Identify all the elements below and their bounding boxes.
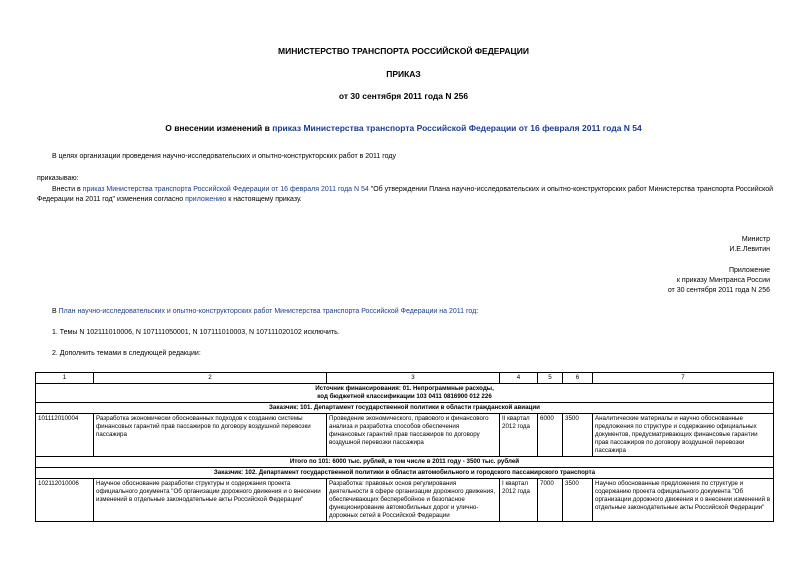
doc-title-prefix: О внесении изменений в (165, 123, 273, 133)
order-link-prikaz[interactable]: приказ Министерства транспорта Российской Федерации от 16 февраля 2011 года N 54 (82, 186, 369, 193)
funding-source-cell (36, 384, 774, 403)
table-row (36, 414, 774, 457)
changes-text-a: В (52, 308, 59, 315)
signature-name: И.Е.Левитин (729, 246, 770, 253)
col-number: 2 (94, 373, 327, 384)
appendix-line-2: к приказу Минтранса России (676, 277, 770, 284)
topic-name: Научное обоснование разработки структуры и содержания проекта официального документа "Об организации дорожного движения и о внесении изменений в отдельные законодательные акты Российской Федерации" (94, 479, 327, 522)
order-text-a: Внести в (52, 186, 83, 193)
topic-content: Разработка: правовых основ регулирования деятельности в сфере организации дорожного движения, обеспечивающих бесперебойное и безопасное функционирование автомобильных дорог и улично-дорожных сетей в Российской Федерации (327, 479, 500, 522)
changes-item-2: 2. Дополнить темами в следующей редакции: (52, 350, 201, 357)
intro-paragraph: В целях организации проведения научно-исследовательских и опытно-конструкторских работ в 2011 году (52, 153, 396, 160)
topic-code: 101112010004 (36, 414, 94, 457)
topic-term: I квартал 2012 года (500, 479, 538, 522)
col-number: 6 (563, 373, 593, 384)
col-number: 1 (36, 373, 94, 384)
ministry-heading: МИНИСТЕРСТВО ТРАНСПОРТА РОССИЙСКОЙ ФЕДЕРАЦИИ (278, 46, 529, 56)
total-row (36, 457, 774, 468)
topic-cost: 6000 (538, 414, 563, 457)
changes-intro (52, 308, 478, 315)
topic-name: Разработка экономически обоснованных подходов к созданию системы финансовых гарантий прав пассажиров по договору воздушной перевозки пассажира (94, 414, 327, 457)
col-number: 7 (593, 373, 774, 384)
topic-result: Аналитические материалы и научно обоснованные предложения по структуре и содержанию официальных документов, предусматривающих финансовые гарантии прав пассажиров по договору воздушной перевозки пассажира (593, 414, 774, 457)
signature-role: Министр (741, 236, 770, 243)
table-row (36, 479, 774, 522)
customer-row (36, 403, 774, 414)
col-number: 4 (500, 373, 538, 384)
funding-source-line-2: код бюджетной классификации 103 0411 0816900 012 226 (317, 393, 492, 400)
column-number-row (36, 373, 774, 384)
funding-source-line-1: Источник финансирования: 01. Непрограммные расходы, (315, 385, 494, 392)
order-paragraph (37, 185, 775, 205)
topic-amount: 3500 (563, 414, 593, 457)
appendix-line-3: от 30 сентября 2011 года N 256 (667, 287, 770, 294)
order-word: приказываю: (37, 175, 79, 182)
total-cell: Итого по 101: 6000 тыс. рублей, в том числе в 2011 году - 3500 тыс. рублей (36, 457, 774, 468)
plan-table (35, 372, 774, 522)
doc-date-heading: от 30 сентября 2011 года N 256 (338, 91, 469, 101)
doc-title-link[interactable]: приказ Министерства транспорта Российской Федерации от 16 февраля 2011 года N 54 (272, 123, 642, 133)
topic-cost: 7000 (538, 479, 563, 522)
topic-result: Научно обоснованные предложения по структуре и содержанию проекта официального документа "Об организации дорожного движения и о внесении изменений в отдельные законодательные акты Российской Федерации" (593, 479, 774, 522)
customer-cell: Заказчик: 101. Департамент государственной политики в области гражданской авиации (36, 403, 774, 414)
changes-plan-link[interactable]: План научно-исследовательских и опытно-конструкторских работ Министерства транспорта Российской Федерации на 2011 год (58, 308, 477, 315)
topic-code: 102112010006 (36, 479, 94, 522)
doc-title (0, 123, 807, 133)
customer-cell: Заказчик: 102. Департамент государственной политики в области автомобильного и городского пассажирского транспорта (36, 468, 774, 479)
order-text-b: "Об утверждении Плана научно-исследовательских и опытно-конструкторских работ Министерства транспорта Российской Федерации на 2011 год" изменения согласно (37, 186, 774, 203)
topic-amount: 3500 (563, 479, 593, 522)
col-number: 5 (538, 373, 563, 384)
funding-source-row (36, 384, 774, 403)
order-link-appendix[interactable]: приложению (185, 196, 227, 203)
topic-term: II квартал 2012 года (500, 414, 538, 457)
changes-item-1: 1. Темы N 102111010006, N 107111050001, N 107111010003, N 107111020102 исключить. (52, 329, 340, 336)
customer-row (36, 468, 774, 479)
changes-text-b: : (476, 308, 479, 315)
appendix-line-1: Приложение (728, 267, 770, 274)
order-text-c: к настоящему приказу. (226, 196, 302, 203)
topic-content: Проведение экономического, правового и финансового анализа и разработка способов обеспечения финансовых гарантий прав пассажиров по договору воздушной перевозки пассажира (327, 414, 500, 457)
col-number: 3 (327, 373, 500, 384)
doc-type-heading: ПРИКАЗ (386, 69, 421, 79)
